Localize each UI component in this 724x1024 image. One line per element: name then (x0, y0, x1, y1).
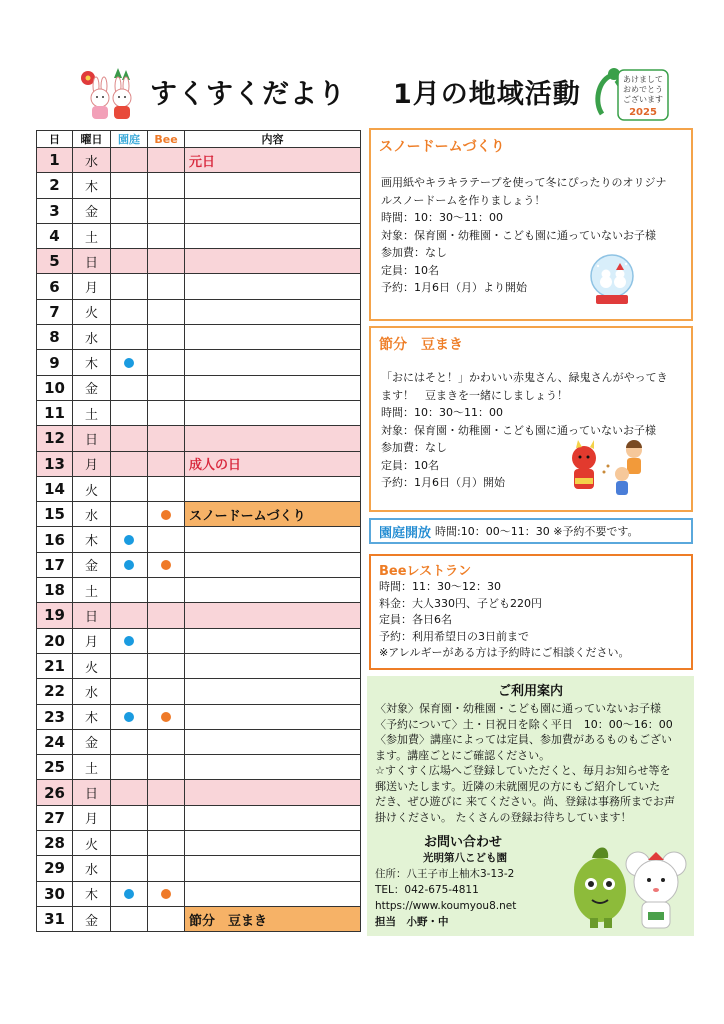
contact-address: 住所：八王子市上柚木3-13-2 (375, 868, 515, 880)
bee-cell (148, 906, 185, 931)
detail-line: 料金：大人330円、子ども220円 (379, 596, 542, 610)
garden-cell (111, 578, 148, 603)
content-cell (185, 476, 361, 501)
day-number: 31 (37, 906, 73, 931)
header-content: 内容 (185, 131, 361, 148)
content-cell (185, 552, 361, 577)
garden-cell (111, 350, 148, 375)
calendar-row (37, 729, 361, 754)
calendar-row (37, 350, 361, 375)
garden-cell (111, 426, 148, 451)
day-number: 23 (37, 704, 73, 729)
garden-cell (111, 881, 148, 906)
bee-cell (148, 603, 185, 628)
header-garden: 園庭 (111, 131, 148, 148)
weekday: 日 (73, 780, 111, 805)
calendar-row (37, 375, 361, 400)
newsletter-title: すくすくだより (150, 79, 346, 110)
rabbit-couple-icon (74, 64, 142, 122)
svg-text:おめでとう: おめでとう (623, 85, 663, 94)
bee-cell (148, 451, 185, 476)
calendar-row (37, 653, 361, 678)
day-number: 10 (37, 375, 73, 400)
header (0, 58, 724, 128)
bee-cell (148, 628, 185, 653)
detail-line: 対象：保育園・幼稚園・こども園に通っていないお子様 (381, 228, 656, 242)
header-day: 日 (37, 131, 73, 148)
calendar-row (37, 755, 361, 780)
weekday: 金 (73, 375, 111, 400)
calendar-row (37, 173, 361, 198)
weekday: 金 (73, 729, 111, 754)
calendar-row (37, 325, 361, 350)
weekday: 火 (73, 299, 111, 324)
bee-cell (148, 502, 185, 527)
bee-cell (148, 476, 185, 501)
bee-cell (148, 148, 185, 173)
weekday: 金 (73, 552, 111, 577)
header-bee: Bee (148, 131, 185, 148)
calendar-row (37, 603, 361, 628)
weekday: 日 (73, 426, 111, 451)
weekday: 水 (73, 502, 111, 527)
garden-open-box (369, 518, 693, 544)
bee-cell (148, 780, 185, 805)
garden-cell (111, 299, 148, 324)
content-cell (185, 653, 361, 678)
weekday: 木 (73, 881, 111, 906)
weekday: 土 (73, 578, 111, 603)
day-number: 16 (37, 527, 73, 552)
detail-line: 参加費：なし (381, 441, 447, 454)
snowdome-box (369, 128, 693, 321)
detail-line: 時間：10：30～11：00 (381, 406, 503, 419)
content-cell (185, 755, 361, 780)
calendar-header-row (37, 131, 361, 148)
calendar-row (37, 704, 361, 729)
weekday: 木 (73, 704, 111, 729)
contact-org: 光明第八こども園 (423, 852, 507, 864)
calendar-row (37, 198, 361, 223)
detail-line: 参加費：なし (381, 246, 447, 259)
day-number: 20 (37, 628, 73, 653)
day-number: 25 (37, 755, 73, 780)
calendar-row (37, 502, 361, 527)
content-cell (185, 173, 361, 198)
weekday: 金 (73, 198, 111, 223)
garden-cell (111, 729, 148, 754)
detail-line: 「おにはそと！」かわいい赤鬼さん、緑鬼さんがやってき (381, 371, 668, 384)
bee-cell (148, 729, 185, 754)
day-number: 4 (37, 223, 73, 248)
content-cell (185, 426, 361, 451)
calendar-table (36, 130, 361, 932)
bee-cell (148, 400, 185, 425)
calendar-row (37, 831, 361, 856)
guide-line: ☆すくすく広場へご登録していただくと、毎月お知らせ等を (375, 764, 671, 777)
bee-cell (148, 249, 185, 274)
content-cell (185, 603, 361, 628)
day-number: 9 (37, 350, 73, 375)
bee-cell (148, 274, 185, 299)
garden-cell (111, 198, 148, 223)
content-cell (185, 527, 361, 552)
detail-line: 定員：各日6名 (379, 613, 452, 626)
guide-line: 掛けください。 たくさんの登録お待ちしています！ (375, 810, 632, 824)
weekday: 水 (73, 325, 111, 350)
bee-cell (148, 223, 185, 248)
content-cell (185, 375, 361, 400)
weekday: 土 (73, 223, 111, 248)
day-number: 5 (37, 249, 73, 274)
day-number: 26 (37, 780, 73, 805)
weekday: 日 (73, 603, 111, 628)
content-cell (185, 881, 361, 906)
bee-cell (148, 325, 185, 350)
bee-cell (148, 299, 185, 324)
garden-cell (111, 274, 148, 299)
contact-title: お問い合わせ (424, 835, 503, 850)
day-number: 29 (37, 856, 73, 881)
day-number: 21 (37, 653, 73, 678)
bee-cell (148, 527, 185, 552)
day-number: 17 (37, 552, 73, 577)
bee-cell (148, 881, 185, 906)
bee-cell (148, 350, 185, 375)
bee-restaurant-dot-icon (161, 889, 171, 899)
garden-cell (111, 552, 148, 577)
weekday: 木 (73, 173, 111, 198)
content-cell (185, 780, 361, 805)
garden-cell (111, 375, 148, 400)
calendar-row (37, 527, 361, 552)
calendar-row (37, 578, 361, 603)
calendar-row (37, 249, 361, 274)
header-weekday: 曜日 (73, 131, 111, 148)
detail-line: 予約：1月6日（月）より開始 (381, 281, 527, 294)
garden-cell (111, 325, 148, 350)
detail-line: 時間：10：30～11：00 (381, 211, 503, 224)
guide-line: 〈予約について〉土・日祝日を除く平日 10：00～16：00 (375, 717, 673, 731)
svg-text:ございます: ございます (623, 95, 663, 104)
guide-line: 郵送いたします。近隣の未就園児の方にもご紹介していた (375, 779, 661, 793)
content-cell (185, 679, 361, 704)
garden-open-dot-icon (124, 889, 134, 899)
day-number: 8 (37, 325, 73, 350)
garden-cell (111, 805, 148, 830)
bee-cell (148, 755, 185, 780)
garden-open-dot-icon (124, 636, 134, 646)
calendar-row (37, 148, 361, 173)
detail-line: 画用紙やキラキラテープを使って冬にぴったりのオリジナ (381, 176, 667, 189)
snowdome-title: スノードームづくり (379, 139, 505, 155)
content-cell (185, 729, 361, 754)
garden-cell (111, 906, 148, 931)
day-number: 27 (37, 805, 73, 830)
content-cell (185, 274, 361, 299)
weekday: 金 (73, 906, 111, 931)
guide-line: だき、ぜひ遊びに 来てください。尚、登録は事務所までお声 (375, 795, 676, 808)
bee-restaurant-box (369, 554, 693, 670)
bee-cell (148, 578, 185, 603)
content-cell: スノードームづくり (185, 502, 361, 527)
weekday: 月 (73, 274, 111, 299)
calendar-row (37, 476, 361, 501)
content-cell (185, 400, 361, 425)
garden-cell (111, 755, 148, 780)
svg-text:あけまして: あけまして (623, 75, 663, 84)
garden-open-label: 園庭開放 (379, 525, 432, 541)
day-number: 14 (37, 476, 73, 501)
calendar-row (37, 906, 361, 931)
calendar-row (37, 223, 361, 248)
content-cell (185, 805, 361, 830)
garden-cell (111, 653, 148, 678)
garden-cell (111, 527, 148, 552)
oni-and-kids-icon (564, 436, 656, 500)
garden-open-dot-icon (124, 535, 134, 545)
day-number: 11 (37, 400, 73, 425)
bee-cell (148, 805, 185, 830)
weekday: 火 (73, 653, 111, 678)
day-number: 2 (37, 173, 73, 198)
garden-open-dot-icon (124, 712, 134, 722)
weekday: 月 (73, 451, 111, 476)
weekday: 木 (73, 350, 111, 375)
detail-line: 対象：保育園・幼稚園・こども園に通っていないお子様 (381, 423, 656, 437)
detail-line: ルスノードームを作りましょう！ (381, 193, 546, 207)
guide-line: 〈参加費〉講座によっては定員、参加費があるものもござい (375, 733, 672, 746)
bee-restaurant-dot-icon (161, 560, 171, 570)
garden-cell (111, 148, 148, 173)
weekday: 火 (73, 831, 111, 856)
garden-open-dot-icon (124, 560, 134, 570)
content-cell (185, 628, 361, 653)
calendar-row (37, 805, 361, 830)
detail-line: 予約：利用希望日の3日前まで (379, 629, 529, 643)
contact-url[interactable]: https://www.koumyou8.net (375, 900, 517, 912)
content-cell (185, 350, 361, 375)
content-cell: 成人の日 (185, 451, 361, 476)
garden-cell (111, 603, 148, 628)
detail-line: 時間：11：30～12：30 (379, 580, 501, 593)
garden-cell (111, 451, 148, 476)
bee-cell (148, 679, 185, 704)
garden-cell (111, 679, 148, 704)
weekday: 木 (73, 527, 111, 552)
calendar-row (37, 780, 361, 805)
garden-cell (111, 249, 148, 274)
day-number: 28 (37, 831, 73, 856)
day-number: 24 (37, 729, 73, 754)
setsubun-title: 節分 豆まき (379, 337, 463, 353)
bee-cell (148, 173, 185, 198)
contact-tel: TEL：042-675-4811 (375, 884, 479, 896)
bee-restaurant-dot-icon (161, 712, 171, 722)
calendar-row (37, 451, 361, 476)
content-cell (185, 578, 361, 603)
content-cell (185, 198, 361, 223)
content-cell (185, 299, 361, 324)
weekday: 土 (73, 400, 111, 425)
bee-cell (148, 653, 185, 678)
bee-cell (148, 704, 185, 729)
garden-cell (111, 780, 148, 805)
mascot-characters-icon (566, 838, 688, 934)
bee-cell (148, 426, 185, 451)
day-number: 30 (37, 881, 73, 906)
bee-restaurant-dot-icon (161, 510, 171, 520)
calendar-row (37, 274, 361, 299)
usage-guide-title: ご利用案内 (497, 684, 563, 699)
calendar-row (37, 881, 361, 906)
content-cell (185, 704, 361, 729)
day-number: 19 (37, 603, 73, 628)
calendar-row (37, 400, 361, 425)
snake-new-year-icon (592, 62, 672, 124)
day-number: 3 (37, 198, 73, 223)
detail-line: 定員：10名 (381, 458, 439, 472)
bee-restaurant-details (379, 579, 685, 662)
day-number: 15 (37, 502, 73, 527)
day-number: 1 (37, 148, 73, 173)
calendar-row (37, 628, 361, 653)
guide-line: 〈対象〉保育園・幼稚園・こども園に通っていないお子様 (375, 702, 661, 715)
bee-cell (148, 552, 185, 577)
bee-cell (148, 375, 185, 400)
detail-line: 予約：1月6日（月）開始 (381, 476, 505, 489)
bee-cell (148, 198, 185, 223)
day-number: 12 (37, 426, 73, 451)
detail-line: ※アレルギーがある方は予約時にご相談ください。 (379, 646, 630, 659)
calendar-row (37, 552, 361, 577)
content-cell (185, 856, 361, 881)
snow-globe-icon (582, 252, 642, 307)
weekday: 月 (73, 805, 111, 830)
day-number: 7 (37, 299, 73, 324)
weekday: 土 (73, 755, 111, 780)
content-cell (185, 223, 361, 248)
weekday: 月 (73, 628, 111, 653)
weekday: 水 (73, 148, 111, 173)
day-number: 6 (37, 274, 73, 299)
bee-restaurant-title: Beeレストラン (379, 564, 472, 579)
content-cell (185, 325, 361, 350)
calendar-row (37, 679, 361, 704)
day-number: 18 (37, 578, 73, 603)
content-cell: 節分 豆まき (185, 906, 361, 931)
weekday: 水 (73, 856, 111, 881)
garden-cell (111, 502, 148, 527)
calendar-row (37, 856, 361, 881)
usage-guide-text (375, 701, 686, 825)
content-cell (185, 249, 361, 274)
garden-cell (111, 856, 148, 881)
bee-cell (148, 831, 185, 856)
calendar-row (37, 426, 361, 451)
detail-line: ます！ 豆まきを一緒にしましょう！ (381, 388, 568, 402)
day-number: 13 (37, 451, 73, 476)
garden-cell (111, 173, 148, 198)
day-number: 22 (37, 679, 73, 704)
garden-cell (111, 704, 148, 729)
garden-cell (111, 831, 148, 856)
svg-text:2025: 2025 (629, 107, 657, 118)
garden-cell (111, 400, 148, 425)
calendar-body (37, 148, 361, 932)
weekday: 日 (73, 249, 111, 274)
contact-staff: 担当 小野・中 (375, 916, 449, 928)
month-title: 1月の地域活動 (393, 79, 581, 110)
content-cell (185, 831, 361, 856)
garden-cell (111, 628, 148, 653)
weekday: 火 (73, 476, 111, 501)
guide-line: ます。講座ごとにご確認ください。 (375, 748, 551, 762)
garden-cell (111, 223, 148, 248)
detail-line: 定員：10名 (381, 263, 439, 277)
weekday: 水 (73, 679, 111, 704)
garden-open-time: 時間:10：00～11：30 ※予約不要です。 (435, 525, 639, 538)
garden-cell (111, 476, 148, 501)
calendar-row (37, 299, 361, 324)
content-cell: 元日 (185, 148, 361, 173)
bee-cell (148, 856, 185, 881)
garden-open-dot-icon (124, 358, 134, 368)
